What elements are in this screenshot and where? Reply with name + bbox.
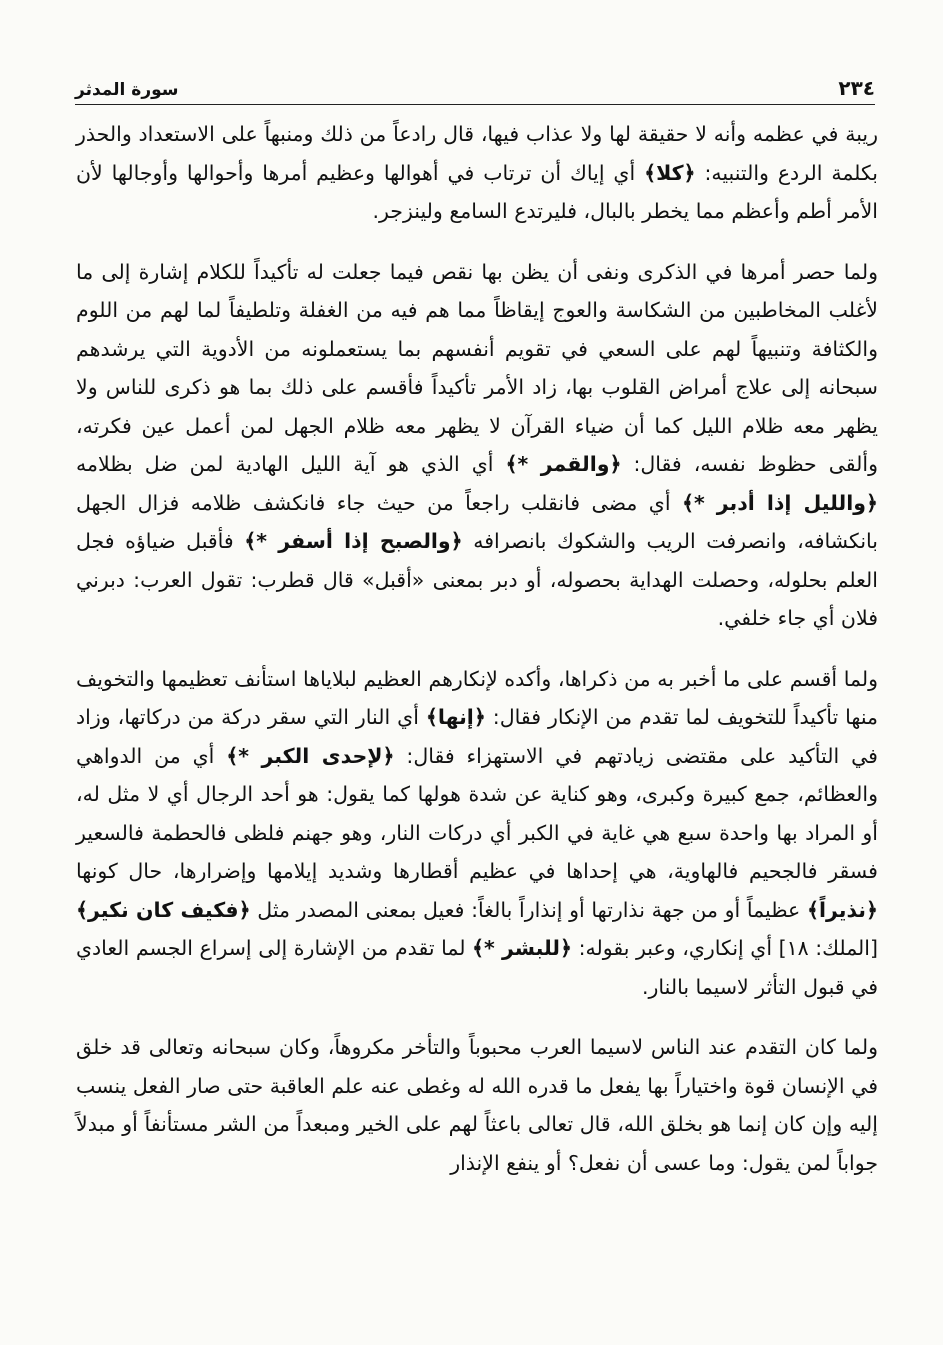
text-segment: أي إياك أن ترتاب في أهوالها وعظيم أمرها وأحوالها وأوجالها لأن الأمر أطم وأعظم مما يخطر بالبال، فليرتدع السامع ولينزجر.	[76, 160, 878, 223]
quran-quote: ﴿لإحدى الكبر *﴾	[226, 743, 395, 768]
paragraph	[76, 1028, 878, 1182]
page-header	[75, 62, 875, 105]
quran-quote: ﴿كلا﴾	[644, 160, 696, 185]
quran-quote: ﴿فكيف كان نكير﴾	[76, 897, 251, 922]
running-title: سورة المدثر	[75, 80, 179, 100]
page-body	[76, 115, 878, 1204]
text-segment: عظيماً أو من جهة نذارتها أو إنذاراً بالغاً: فعيل بمعنى المصدر مثل	[250, 897, 807, 922]
paragraph	[76, 253, 878, 638]
text-segment: فأقبل ضياؤه فجل العلم بحلوله، وحصلت الهداية بحصوله، أو دبر بمعنى «أقبل» قال قطرب: تقول العرب: دبرني فلان أي جاء خلفي.	[76, 529, 878, 630]
quran-quote: ﴿للبشر *﴾	[472, 936, 573, 960]
quran-quote: ﴿نذيراً﴾	[806, 897, 878, 922]
paragraph	[76, 115, 878, 231]
quran-quote: ﴿والقمر *﴾	[505, 452, 622, 476]
paragraph	[76, 660, 878, 1007]
text-segment: لما تقدم من الإشارة إلى إسراع الجسم العادي في قبول التأثر لاسيما بالنار.	[76, 936, 878, 999]
text-segment: أي الذي هو آية الليل الهادية لمن ضل بظلامه	[76, 452, 506, 476]
text-segment: ريبة في عظمه وأنه لا حقيقة لها ولا عذاب فيها، قال رادعاً من ذلك ومنبهاً على الاستعداد والحذر بكلمة الردع والتنبيه:	[76, 122, 878, 185]
quran-quote: ﴿إنها﴾	[425, 705, 486, 729]
text-segment: أي النار التي سقر دركة من دركاتها، وزاد في التأكيد على مقتضى زيادتهم في الاستهزاء فقال:	[76, 705, 878, 768]
quran-quote: ﴿والصبح إذا أسفر *﴾	[244, 529, 463, 553]
text-segment: ولما حصر أمرها في الذكرى ونفى أن يظن بها نقص فيما جعلت له تأكيداً للكلام إشارة إلى ما لأغلب المخاطبين من الشكاسة والعوج إيقاظاً مما هم فيه من الغفلة وتلطيفاً لما لهم من اللوم والكثافة وتنبيهاً لهم على السعي في تقويم أنفسهم بما يستعملونه من الأدوية التي يرشدهم سبحانه إلى علاج أمراض القلوب بها، زاد الأمر تأكيداً فأقسم على ذلك بما هو ذكرى للناس ولا يظهر معه ظلام الليل كما أن ضياء القرآن لا يظهر معه ظلام الجهل لمن أعمل عين فكرته، وألقى حظوظ نفسه، فقال:	[76, 259, 878, 476]
text-segment: ولما كان التقدم عند الناس لاسيما العرب محبوباً والتأخر مكروهاً، وكان سبحانه وتعالى قد خلق في الإنسان قوة واختياراً بها يفعل ما قدره الله له وغطى عنه علم العاقبة حتى صار الفعل ينسب إليه وإن كان إنما هو بخلق الله، قال تعالى باعثاً لهم على الخير ومبعداً من الشر مستأنفاً أو مبدلاً جواباً لمن يقول: وما عسى أن نفعل؟ أو ينفع الإنذار	[76, 1035, 878, 1175]
text-segment: أي من الدواهي والعظائم، جمع كبيرة وكبرى، وهو كناية عن شدة هولها كما يقول: هو أحد الرجال أي لا مثل له، أو المراد بها واحدة سبع هي غاية في الكبر أي دركات النار، وهو جهنم فلظى فالحطمة فالسعير فسقر فالجحيم فالهاوية، هي إحداها في عظيم أقطارها وشديد إيلامها وإضرارها، حال كونها	[76, 743, 878, 883]
text-segment: [الملك: ١٨] أي إنكاري، وعبر بقوله:	[572, 936, 878, 960]
text-segment: ولما أقسم على ما أخبر به من ذكراها، وأكده لإنكارهم العظيم لبلاياها استأنف تعظيمها والتخويف منها تأكيداً للتخويف لما تقدم من الإنكار فقال:	[76, 666, 878, 729]
text-segment: أي مضى فانقلب راجعاً من حيث جاء فانكشف ظلامه فزال الجهل بانكشافه، وانصرفت الريب والشكوك بانصرافه	[76, 490, 879, 553]
page-number: ٢٣٤	[838, 76, 875, 100]
quran-quote: ﴿والليل إذا أدبر *﴾	[681, 490, 878, 515]
